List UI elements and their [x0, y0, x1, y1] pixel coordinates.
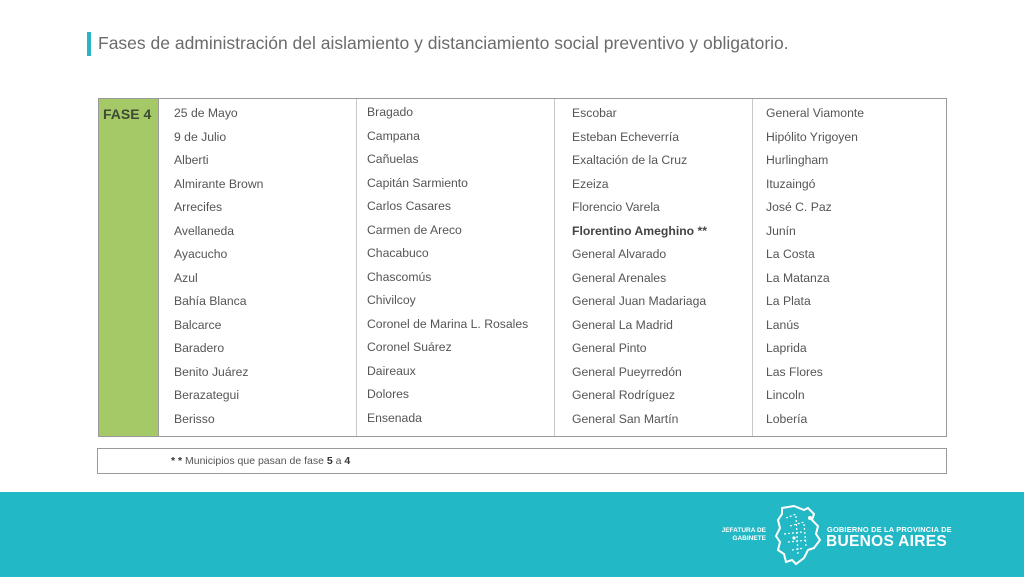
municipality-item: Exaltación de la Cruz — [572, 153, 688, 167]
page-title: Fases de administración del aislamiento y distanciamiento social preventivo y obligatorio. — [98, 33, 789, 53]
municipality-item: Azul — [174, 270, 198, 285]
municipality-item: Bahía Blanca — [174, 294, 247, 308]
municipality-item: General Pueyrredón — [572, 364, 682, 379]
municipality-item: La Matanza — [766, 270, 830, 285]
municipality-item: Ensenada — [367, 410, 422, 425]
municipality-item: General Arenales — [572, 270, 667, 285]
jefatura-line-1: JEFATURA DE — [721, 527, 766, 534]
jefatura-logo-text — [706, 527, 766, 543]
jefatura-line-2: GABINETE — [732, 535, 766, 542]
municipalities-table — [98, 98, 947, 437]
municipality-item: Chascomús — [367, 269, 432, 284]
municipality-item: General Pinto — [572, 341, 647, 355]
footnote-box — [97, 448, 947, 474]
title-accent-bar — [87, 32, 91, 56]
municipality-item: Ezeiza — [572, 176, 609, 191]
municipality-item: Coronel Suárez — [367, 340, 452, 354]
phase-cell — [99, 99, 159, 436]
province-map-icon — [774, 504, 822, 566]
municipality-item: Campana — [367, 128, 420, 143]
municipality-item: Daireaux — [367, 363, 416, 378]
municipality-item: Florentino Ameghino ** — [572, 223, 707, 238]
municipality-item: Lobería — [766, 411, 808, 426]
municipality-item: Chacabuco — [367, 246, 429, 260]
municipality-item: Balcarce — [174, 317, 222, 332]
footnote-marker: * * — [171, 455, 183, 467]
municipality-item: Coronel de Marina L. Rosales — [367, 316, 529, 331]
municipality-item: Carmen de Areco — [367, 222, 462, 237]
municipality-item: Esteban Echeverría — [572, 129, 680, 144]
municipality-item: Carlos Casares — [367, 199, 451, 213]
municipality-item: La Plata — [766, 294, 811, 308]
municipality-column-3 — [554, 99, 752, 436]
municipality-item: Capitán Sarmiento — [367, 175, 468, 190]
municipality-item: General Alvarado — [572, 247, 667, 261]
municipality-item: Ayacucho — [174, 247, 228, 261]
municipality-item: Baradero — [174, 341, 225, 355]
municipality-item: Escobar — [572, 106, 617, 120]
municipality-item: Benito Juárez — [174, 364, 249, 379]
municipality-item: Arrecifes — [174, 200, 223, 214]
municipality-item: La Costa — [766, 247, 815, 261]
footnote-text: Municipios que pasan de fase — [182, 455, 327, 467]
municipality-item: Lanús — [766, 317, 800, 332]
footnote-from-phase: 5 — [326, 455, 333, 467]
municipality-item: Dolores — [367, 387, 409, 401]
municipality-item: General La Madrid — [572, 317, 673, 332]
footnote-to-phase: 4 — [344, 455, 351, 467]
footnote — [171, 455, 350, 467]
municipality-item: Almirante Brown — [174, 176, 264, 191]
municipality-item: José C. Paz — [766, 200, 832, 214]
municipality-item: Berazategui — [174, 388, 240, 402]
municipality-column-4 — [752, 99, 946, 436]
municipality-item: Ituzaingó — [766, 176, 816, 191]
municipality-item: General San Martín — [572, 411, 679, 426]
municipality-item: 9 de Julio — [174, 129, 227, 144]
municipality-item: Florencio Varela — [572, 200, 660, 214]
municipality-item: Avellaneda — [174, 223, 235, 238]
municipality-item: 25 de Mayo — [174, 106, 238, 120]
municipality-item: Hipólito Yrigoyen — [766, 129, 858, 144]
municipality-item: Cañuelas — [367, 152, 419, 166]
municipality-item: General Viamonte — [766, 106, 865, 120]
phase-label: FASE 4 — [103, 106, 152, 122]
municipality-column-1 — [159, 99, 356, 436]
municipality-item: Alberti — [174, 153, 209, 167]
footer-band — [0, 492, 1024, 577]
municipality-item: Berisso — [174, 411, 215, 426]
municipality-item: Laprida — [766, 341, 807, 355]
footnote-connector: a — [332, 455, 345, 467]
municipality-item: Bragado — [367, 105, 414, 119]
municipality-item: General Rodríguez — [572, 388, 675, 402]
municipality-item: Las Flores — [766, 364, 823, 379]
municipality-item: Lincoln — [766, 388, 805, 402]
government-line-1: GOBIERNO DE LA PROVINCIA DE — [827, 525, 952, 534]
municipality-item: General Juan Madariaga — [572, 294, 707, 308]
municipality-column-2 — [356, 99, 554, 436]
municipality-item: Chivilcoy — [367, 293, 416, 307]
municipality-item: Hurlingham — [766, 153, 829, 167]
municipality-item: Junín — [766, 223, 796, 238]
government-line-2: BUENOS AIRES — [826, 533, 948, 550]
